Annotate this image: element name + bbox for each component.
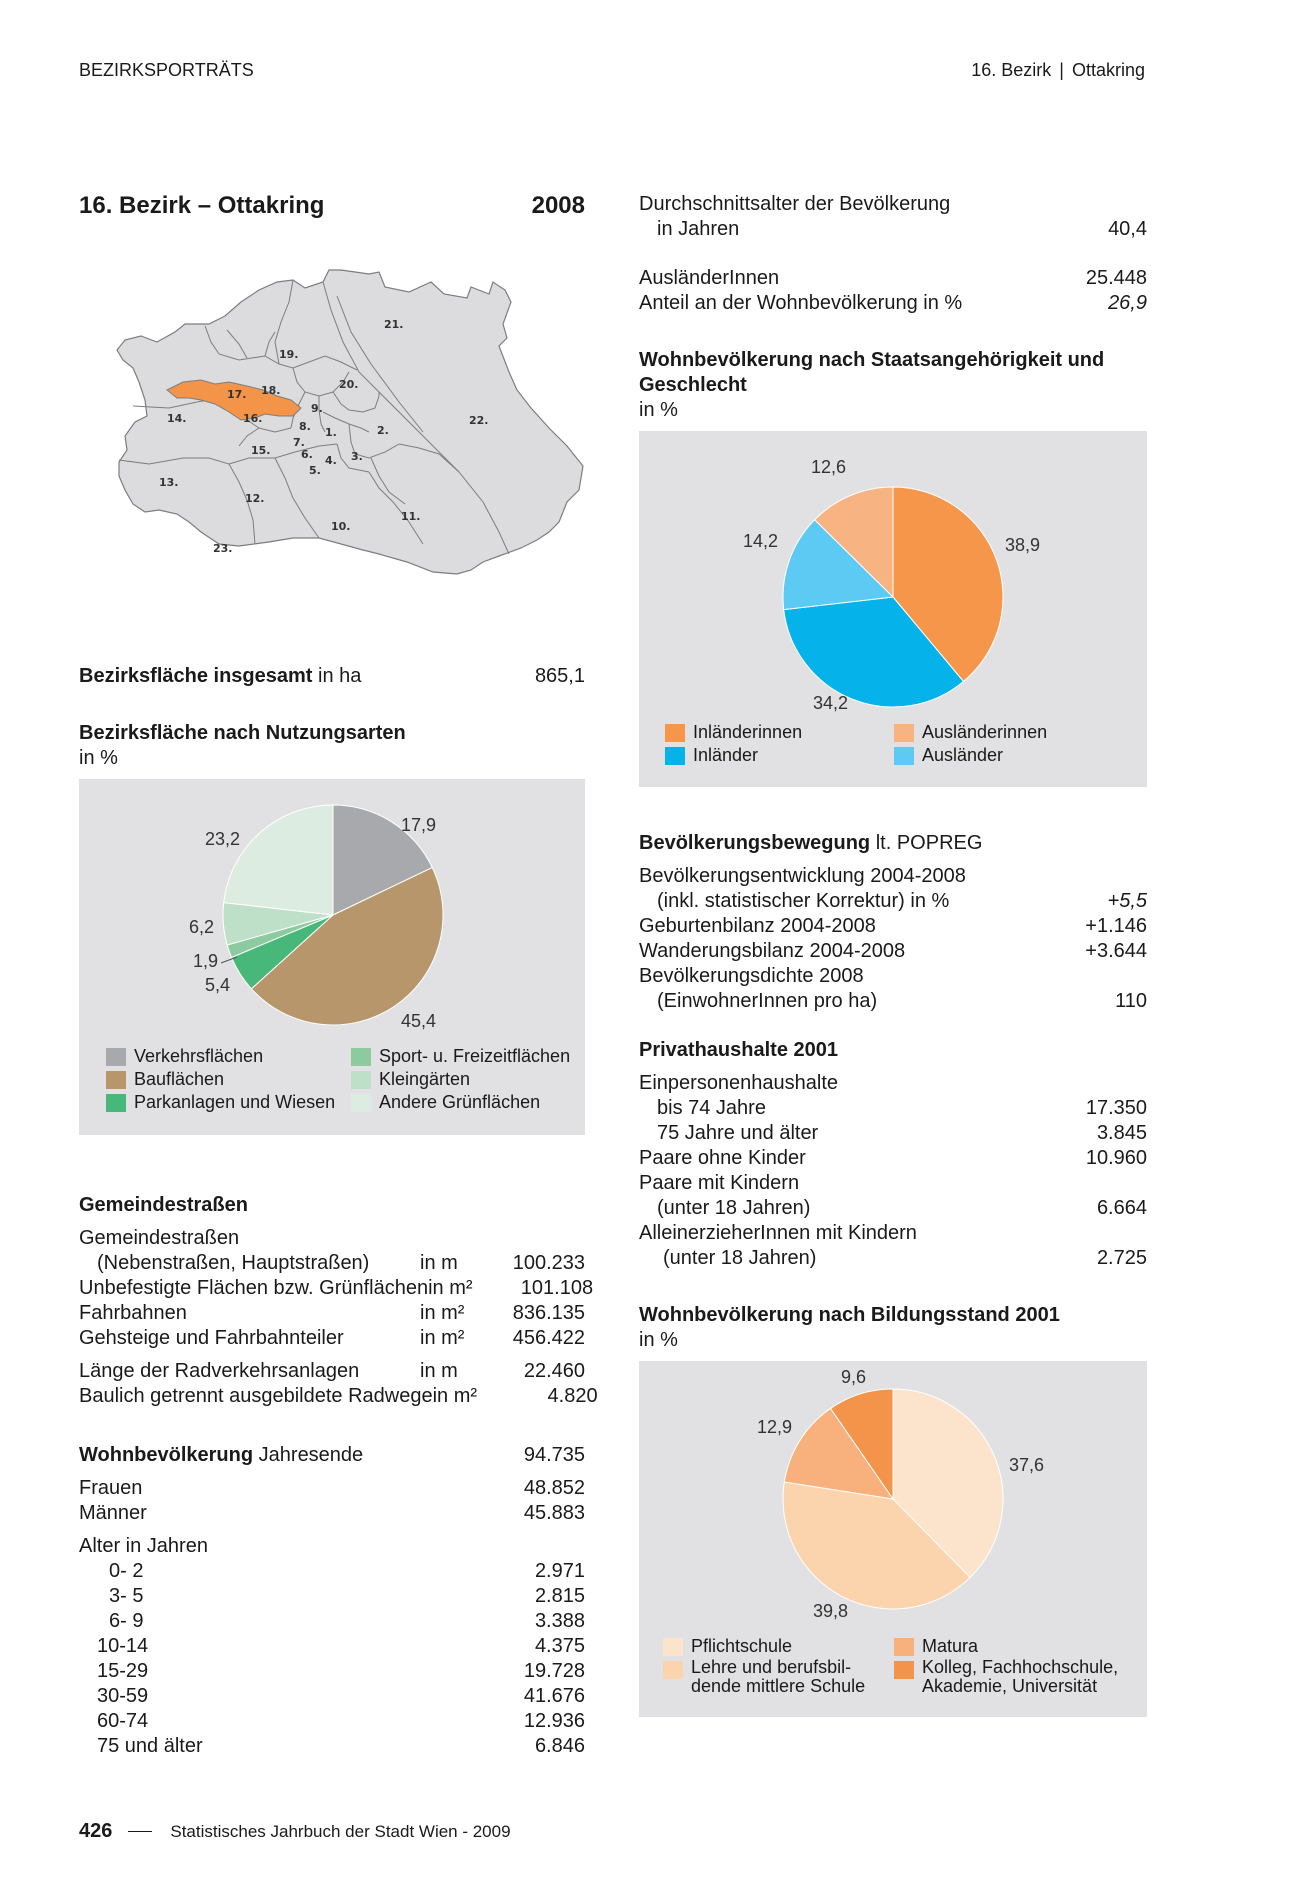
roads-row-unit: in m [420, 1252, 458, 1274]
population-women-row [79, 1476, 585, 1501]
movement-row-label: Wanderungsbilanz 2004-2008 [639, 940, 906, 962]
households-row [639, 1146, 1147, 1171]
roads-row-value: 100.233 [512, 1252, 585, 1274]
age-row-value: 41.676 [523, 1685, 585, 1707]
vienna-district-map [79, 232, 585, 642]
legend-swatch [894, 1661, 914, 1679]
population-total-value: 94.735 [523, 1444, 585, 1466]
nationality-chart [639, 431, 1147, 787]
land-use-chart [79, 779, 585, 1135]
movement-section [639, 831, 1147, 1014]
roads-row-value: 101.108 [520, 1277, 594, 1299]
age-row-label: 15-29 [97, 1660, 149, 1682]
legend-label: Sport- u. Freizeitflächen [379, 1046, 571, 1066]
movement-row-label: Bevölkerungsdichte 2008 [639, 965, 864, 987]
households-row-value: 17.350 [1085, 1097, 1147, 1119]
households-row-label: Paare ohne Kinder [639, 1147, 806, 1169]
age-row-label: 6- 9 [109, 1610, 144, 1632]
map-label: 18. [261, 384, 281, 397]
roads-row-values [420, 1251, 585, 1276]
movement-row-label: (EinwohnerInnen pro ha) [657, 990, 878, 1012]
roads-row-label: (Nebenstraßen, Hauptstraßen) [97, 1252, 370, 1274]
legend-label: Kleingärten [379, 1069, 471, 1089]
legend-swatch [351, 1071, 371, 1089]
households-row [639, 1096, 1147, 1121]
land-use-label-park: 5,4 [205, 975, 231, 995]
movement-row [639, 864, 1147, 889]
roads-row-label: Länge der Radverkehrsanlagen [79, 1360, 360, 1382]
legend-label: Parkanlagen und Wiesen [134, 1092, 336, 1112]
education-section [639, 1303, 1147, 1717]
age-row-label: 60-74 [97, 1710, 149, 1732]
legend-label: Verkehrsflächen [134, 1046, 264, 1066]
legend-item [106, 1045, 335, 1068]
population-women-label: Frauen [79, 1477, 143, 1499]
movement-row [639, 939, 1147, 964]
legend-label: Ausländerinnen [922, 722, 1048, 742]
land-use-section [79, 721, 585, 1135]
population-age-heading [79, 1534, 585, 1559]
roads-row [79, 1276, 594, 1301]
header-separator: | [1059, 60, 1064, 80]
left-column [79, 192, 598, 1759]
nationality-label-auslaender: 14,2 [743, 531, 779, 551]
roads-row [79, 1326, 585, 1351]
movement-title-text: Bevölkerungsbewegung [639, 832, 871, 854]
population-total-row [79, 1443, 585, 1468]
map-label: 23. [213, 542, 233, 555]
legend-item [894, 1658, 1118, 1696]
map-label: 1. [325, 426, 337, 439]
education-label-matura: 12,9 [757, 1417, 793, 1437]
population-men-label: Männer [79, 1502, 147, 1524]
map-label: 9. [311, 402, 323, 415]
households-row [639, 1071, 1147, 1096]
roads-row-value: 22.460 [523, 1360, 585, 1382]
land-use-label-sport: 1,9 [193, 951, 219, 971]
education-chart [639, 1361, 1147, 1717]
page-footer [79, 1820, 511, 1843]
households-row-value: 2.725 [1096, 1247, 1147, 1269]
legend-item [106, 1068, 335, 1091]
map-label: 11. [401, 510, 421, 523]
nationality-legend-left [665, 721, 802, 767]
legend-swatch [663, 1661, 683, 1679]
movement-row [639, 989, 1147, 1014]
movement-row [639, 964, 1147, 989]
roads-table [79, 1226, 598, 1409]
map-label: 3. [351, 450, 363, 463]
avg-age-row-2 [639, 217, 1147, 242]
legend-item [106, 1091, 335, 1114]
roads-row-value: 4.820 [547, 1385, 598, 1407]
movement-title [639, 831, 1147, 856]
roads-row-values [420, 1326, 585, 1351]
roads-row-values [420, 1301, 585, 1326]
legend-item [894, 721, 1047, 744]
age-row [79, 1659, 585, 1684]
households-row-label: bis 74 Jahre [657, 1097, 766, 1119]
households-title: Privathaushalte 2001 [639, 1039, 838, 1061]
legend-label-line1: Kolleg, Fachhochschule, [922, 1657, 1119, 1677]
roads-row-unit: in m [420, 1360, 458, 1382]
households-table [639, 1071, 1147, 1271]
movement-row-value: +3.644 [1085, 940, 1147, 962]
legend-swatch [894, 747, 914, 765]
map-label: 5. [309, 464, 321, 477]
age-row-value: 2.815 [534, 1585, 585, 1607]
age-row-label: 0- 2 [109, 1560, 144, 1582]
movement-table [639, 864, 1147, 1014]
movement-row-label: Bevölkerungsentwicklung 2004-2008 [639, 865, 966, 887]
legend-swatch [665, 724, 685, 742]
legend-swatch [663, 1638, 683, 1656]
age-row-label: 75 und älter [97, 1735, 203, 1757]
age-row [79, 1559, 585, 1584]
map-label: 13. [159, 476, 179, 489]
legend-label [691, 1658, 865, 1696]
district-area-title: Bezirksfläche insgesamt [79, 665, 313, 687]
legend-swatch [106, 1094, 126, 1112]
legend-label: Pflichtschule [691, 1636, 793, 1656]
land-use-unit: in % [79, 747, 118, 769]
movement-row-value: +5,5 [1107, 890, 1147, 912]
map-label: 14. [167, 412, 187, 425]
map-label: 4. [325, 454, 337, 467]
population-women-value: 48.852 [523, 1477, 585, 1499]
roads-row-unit: in m² [420, 1327, 465, 1349]
roads-row-unit: in m² [428, 1277, 473, 1299]
roads-row [79, 1251, 585, 1276]
population-age-label: Alter in Jahren [79, 1535, 208, 1557]
age-row-value: 12.936 [523, 1710, 585, 1732]
map-label: 17. [227, 388, 247, 401]
movement-row-label: Geburtenbilanz 2004-2008 [639, 915, 876, 937]
legend-item [663, 1658, 865, 1696]
map-label: 15. [251, 444, 271, 457]
footer-text: Statistisches Jahrbuch der Stadt Wien - 2009 [170, 1821, 511, 1841]
population-men-row [79, 1501, 585, 1526]
foreigners-share-value: 26,9 [1108, 292, 1147, 314]
age-row-value: 3.388 [534, 1610, 585, 1632]
legend-swatch [106, 1048, 126, 1066]
nationality-title: Wohnbevölkerung nach Staatsangehörigkeit und Geschlecht [639, 349, 1105, 396]
households-row [639, 1221, 1147, 1246]
foreigners-row [639, 266, 1147, 291]
education-legend-right [894, 1635, 1118, 1696]
households-row-label: Paare mit Kindern [639, 1172, 800, 1194]
legend-label-line1: Lehre und berufsbil- [691, 1657, 852, 1677]
land-use-label-verkehr: 17,9 [401, 815, 437, 835]
age-row [79, 1734, 585, 1759]
avg-age-unit: in Jahren [657, 218, 740, 240]
roads-title: Gemeindestraßen [79, 1194, 248, 1216]
age-row-value: 19.728 [523, 1660, 585, 1682]
avg-age-block [639, 192, 1147, 242]
nationality-legend-right [894, 721, 1047, 767]
nationality-unit: in % [639, 399, 678, 421]
education-label-kolleg: 9,6 [841, 1367, 867, 1387]
district-area-value: 865,1 [534, 665, 585, 687]
page-number: 426 [79, 1820, 113, 1842]
map-label: 21. [384, 318, 404, 331]
map-label: 22. [469, 414, 489, 427]
map-label: 10. [331, 520, 351, 533]
land-use-label-klein: 6,2 [189, 917, 215, 937]
households-row [639, 1196, 1147, 1221]
foreigners-share-label: Anteil an der Wohnbevölkerung in % [639, 292, 963, 314]
roads-row [79, 1301, 585, 1326]
population-title-suffix: Jahresende [258, 1444, 364, 1466]
legend-swatch [665, 747, 685, 765]
district-area-unit: in ha [318, 665, 362, 687]
roads-section [79, 1193, 598, 1409]
education-title: Wohnbevölkerung nach Bildungsstand 2001 [639, 1304, 1060, 1326]
avg-age-label: Durchschnittsalter der Bevölkerung [639, 193, 951, 215]
legend-label: Andere Grünflächen [379, 1092, 541, 1112]
roads-row-value: 456.422 [512, 1327, 585, 1349]
legend-label: Matura [922, 1636, 979, 1656]
education-legend-left [663, 1635, 865, 1696]
district-title-text: 16. Bezirk – Ottakring [79, 192, 325, 219]
movement-row [639, 889, 1147, 914]
nationality-label-inlaenderinnen: 38,9 [1005, 535, 1041, 555]
education-unit: in % [639, 1329, 678, 1351]
nationality-label-inlaender: 34,2 [813, 693, 849, 713]
roads-row-label: Fahrbahnen [79, 1302, 187, 1324]
education-label-pflicht: 37,6 [1009, 1455, 1045, 1475]
legend-label: Inländer [693, 745, 759, 765]
avg-age-row-1 [639, 192, 1147, 217]
nationality-label-auslaenderinnen: 12,6 [811, 457, 847, 477]
households-row-label: (unter 18 Jahren) [663, 1247, 817, 1269]
district-area-label [79, 664, 361, 689]
households-row-label: (unter 18 Jahren) [657, 1197, 811, 1219]
age-row-value: 6.846 [534, 1735, 585, 1757]
legend-label-line2: Akademie, Universität [922, 1676, 1098, 1696]
households-row-value: 3.845 [1096, 1122, 1147, 1144]
land-use-label-bau: 45,4 [401, 1011, 437, 1031]
population-section [79, 1443, 585, 1759]
age-row-label: 3- 5 [109, 1585, 144, 1607]
population-title: Wohnbevölkerung [79, 1444, 254, 1466]
land-use-legend-left [106, 1045, 335, 1114]
map-label: 16. [243, 412, 263, 425]
legend-label [922, 1658, 1118, 1696]
households-row [639, 1246, 1147, 1271]
land-use-title: Bezirksfläche nach Nutzungsarten [79, 722, 406, 744]
age-row-value: 4.375 [534, 1635, 585, 1657]
households-row-label: 75 Jahre und älter [657, 1122, 819, 1144]
header-district: 16. Bezirk [971, 60, 1052, 80]
roads-row-unit: in m² [420, 1302, 465, 1324]
legend-item [665, 744, 802, 767]
movement-row-label: (inkl. statistischer Korrektur) in % [657, 890, 950, 912]
roads-row [79, 1359, 585, 1384]
movement-title-suffix: lt. POPREG [875, 832, 983, 854]
age-row-label: 10-14 [97, 1635, 149, 1657]
roads-row-label: Baulich getrennt ausgebildete Radwege [79, 1385, 433, 1407]
footer-dash [128, 1831, 152, 1832]
map-label: 20. [339, 378, 359, 391]
legend-item [663, 1635, 865, 1658]
map-label: 6. [301, 448, 313, 461]
population-men-value: 45.883 [523, 1502, 585, 1524]
running-header-left: BEZIRKSPORTRÄTS [79, 60, 254, 80]
foreigners-share-row [639, 291, 1147, 316]
roads-row-values [420, 1359, 585, 1384]
map-label: 2. [377, 424, 389, 437]
nationality-section [639, 348, 1147, 787]
movement-row-value: 110 [1115, 990, 1147, 1012]
legend-item [665, 721, 802, 744]
right-column [639, 192, 1147, 1717]
roads-row-label: Unbefestigte Flächen bzw. Grünflächen [79, 1277, 429, 1299]
legend-swatch [351, 1094, 371, 1112]
age-row-label: 30-59 [97, 1685, 149, 1707]
households-row-label: AlleinerzieherInnen mit Kindern [639, 1222, 917, 1244]
households-section [639, 1038, 1147, 1271]
map-label: 8. [299, 420, 311, 433]
district-area-row [79, 664, 585, 689]
map-label: 12. [245, 492, 265, 505]
households-row-value: 10.960 [1085, 1147, 1147, 1169]
movement-row-value: +1.146 [1085, 915, 1147, 937]
age-row [79, 1684, 585, 1709]
movement-row [639, 914, 1147, 939]
roads-row-values [428, 1276, 593, 1301]
roads-row-value: 836.135 [512, 1302, 585, 1324]
legend-swatch [894, 1638, 914, 1656]
households-row [639, 1171, 1147, 1196]
age-row [79, 1584, 585, 1609]
legend-label: Ausländer [922, 745, 1004, 765]
running-header-right [971, 60, 1145, 81]
population-total-label [79, 1443, 363, 1468]
legend-item [351, 1068, 570, 1091]
legend-item [351, 1091, 570, 1114]
map-label: 7. [293, 436, 305, 449]
roads-row-values [433, 1384, 598, 1409]
age-row [79, 1709, 585, 1734]
vienna-map-svg [79, 232, 585, 642]
households-row [639, 1121, 1147, 1146]
district-title-year: 2008 [531, 192, 585, 219]
land-use-label-andere: 23,2 [205, 829, 241, 849]
land-use-slice-6 [224, 805, 333, 915]
roads-row [79, 1226, 585, 1251]
legend-label-line2: dende mittlere Schule [691, 1676, 866, 1696]
roads-row [79, 1384, 598, 1409]
legend-swatch [894, 724, 914, 742]
header-district-name: Ottakring [1071, 60, 1145, 80]
age-row [79, 1609, 585, 1634]
legend-item [351, 1045, 570, 1068]
land-use-legend-right [351, 1045, 570, 1114]
district-title [79, 192, 585, 220]
legend-label: Inländerinnen [693, 722, 803, 742]
education-label-lehre: 39,8 [813, 1601, 849, 1621]
foreigners-value: 25.448 [1085, 267, 1147, 289]
roads-row-label: Gehsteige und Fahrbahnteiler [79, 1327, 344, 1349]
legend-label: Bauflächen [134, 1069, 225, 1089]
legend-item [894, 744, 1047, 767]
age-row [79, 1634, 585, 1659]
legend-item [894, 1635, 1118, 1658]
legend-swatch [106, 1071, 126, 1089]
legend-swatch [351, 1048, 371, 1066]
roads-row-unit: in m² [432, 1385, 478, 1407]
foreigners-label: AusländerInnen [639, 267, 780, 289]
foreigners-block [639, 266, 1147, 316]
age-row-value: 2.971 [534, 1560, 585, 1582]
households-row-value: 6.664 [1096, 1197, 1147, 1219]
avg-age-value: 40,4 [1108, 218, 1147, 240]
map-label: 19. [279, 348, 299, 361]
households-row-label: Einpersonenhaushalte [639, 1072, 839, 1094]
roads-row-label: Gemeindestraßen [79, 1227, 240, 1249]
